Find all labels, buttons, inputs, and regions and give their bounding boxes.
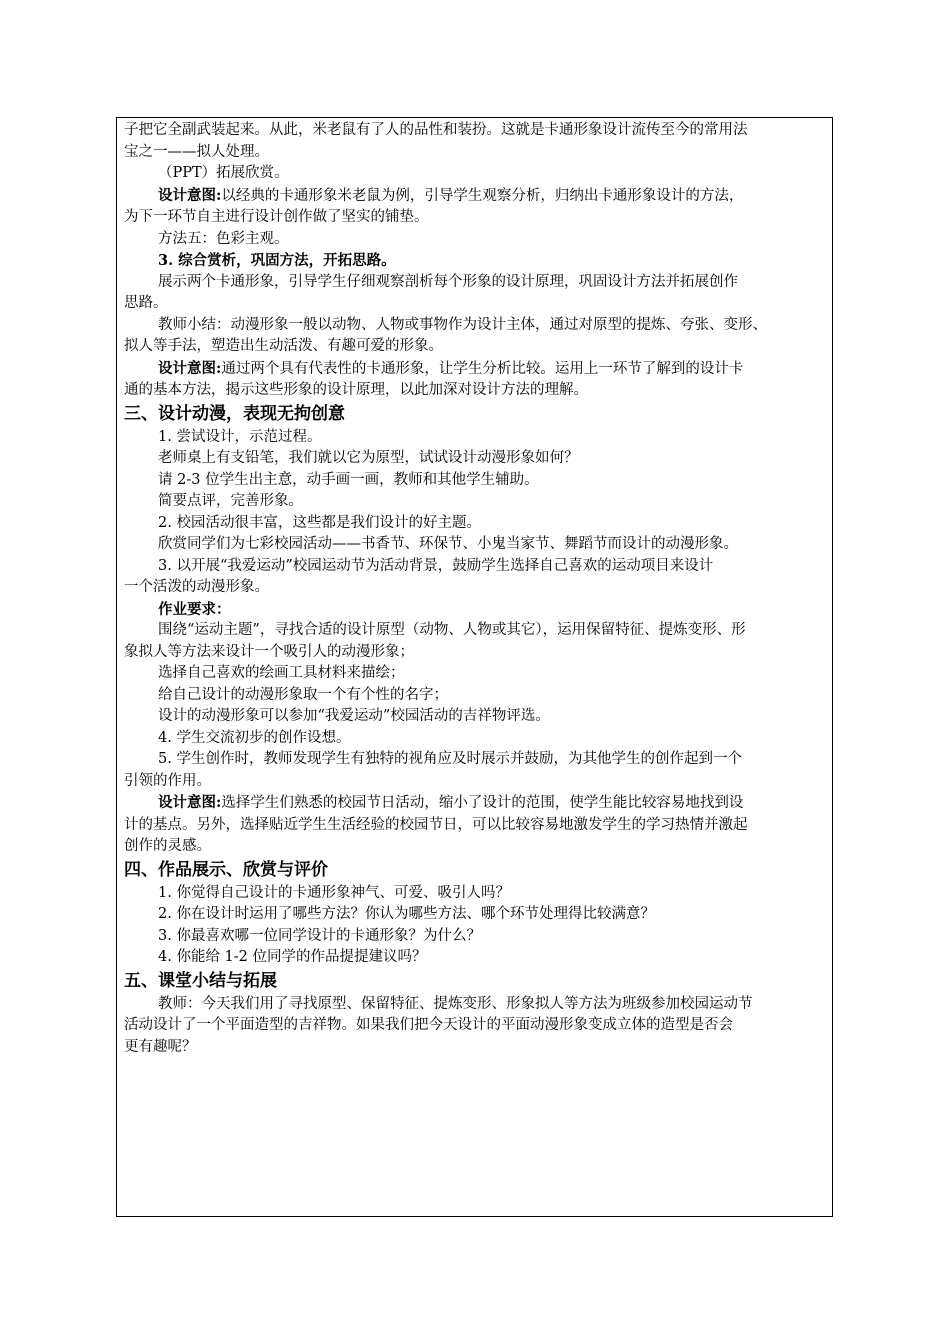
- design-intent-line: [124, 185, 826, 208]
- text-line: 欣赏同学们为七彩校园活动——书香节、环保节、小鬼当家节、舞蹈节而设计的动漫形象。: [158, 536, 738, 552]
- text-line: 老师桌上有支铅笔，我们就以它为原型，试试设计动漫形象如何？: [158, 450, 579, 466]
- text-line: 教师小结：动漫形象一般以动物、人物或事物作为设计主体，通过对原型的提炼、夸张、变形、: [158, 316, 767, 333]
- text-line: 为下一环节自主进行设计创作做了坚实的铺垫。: [124, 209, 429, 225]
- text-line: 宝之一——拟人处理。: [124, 143, 269, 160]
- lesson-plan-content: [124, 120, 826, 1058]
- design-intent-line: [124, 792, 826, 815]
- text-line: 教师：今天我们用了寻找原型、保留特征、提炼变形、形象拟人等方法为班级参加校园运动节: [158, 995, 753, 1012]
- question-item: 2. 你在设计时运用了哪些方法？你认为哪些方法、哪个环节处理得比较满意？: [158, 906, 655, 922]
- text-line: 活动设计了一个平面造型的吉祥物。如果我们把今天设计的平面动漫形象变成立体的造型是否会: [124, 1017, 733, 1033]
- text-line: 拟人等手法，塑造出生动活泼、有趣可爱的形象。: [124, 338, 443, 354]
- design-intent-label: 设计意图:: [158, 359, 222, 377]
- text-line: 围绕“运动主题”，寻找合适的设计原型（动物、人物或其它），运用保留特征、提炼变形、形: [158, 622, 746, 638]
- text-line: 5. 学生创作时，教师发现学生有独特的视角应及时展示并鼓励，为其他学生的创作起到一个: [158, 751, 742, 767]
- text-line: 选择自己喜欢的绘画工具材料来描绘；: [158, 665, 405, 681]
- text-line: 象拟人等方法来设计一个吸引人的动漫形象；: [124, 643, 414, 660]
- subsection-title: 3. 综合赏析，巩固方法，开拓思路。: [158, 252, 396, 269]
- text-line: 通的基本方法，揭示这些形象的设计原理，以此加深对设计方法的理解。: [124, 382, 588, 398]
- text-line: 思路。: [124, 295, 168, 311]
- design-intent-text: 选择学生们熟悉的校园节日活动，缩小了设计的范围，使学生能比较容易地找到设: [221, 795, 744, 811]
- design-intent-label: 设计意图:: [158, 794, 222, 811]
- design-intent-text: 以经典的卡通形象米老鼠为例，引导学生观察分析，归纳出卡通形象设计的方法，: [221, 187, 744, 204]
- question-item: 4. 你能给 1-2 位同学的作品提提建议吗？: [158, 949, 427, 965]
- text-line: 一个活泼的动漫形象。: [124, 579, 269, 595]
- text-line: 更有趣呢？: [124, 1038, 197, 1055]
- text-line: 请 2-3 位学生出主意，动手画一画，教师和其他学生辅助。: [158, 471, 539, 488]
- design-intent-text: 通过两个具有代表性的卡通形象，让学生分析比较。运用上一环节了解到的设计卡: [221, 360, 744, 377]
- text-line: 1. 尝试设计，示范过程。: [158, 428, 322, 445]
- section-heading-4: 四、作品展示、欣赏与评价: [124, 859, 328, 880]
- text-line: 简要点评，完善形象。: [158, 493, 303, 509]
- text-line: （PPT）拓展欣赏。: [158, 165, 289, 181]
- text-line: 引领的作用。: [124, 772, 211, 789]
- text-line: 方法五：色彩主观。: [158, 230, 289, 247]
- text-line: 设计的动漫形象可以参加“我爱运动”校园活动的吉祥物评选。: [158, 708, 550, 724]
- section-heading-3: 三、设计动漫，表现无拘创意: [124, 403, 345, 424]
- homework-title: 作业要求：: [158, 600, 231, 618]
- text-line: 子把它全副武装起来。从此，米老鼠有了人的品性和装扮。这就是卡通形象设计流传至今的常用法: [124, 122, 748, 138]
- design-intent-label: 设计意图:: [158, 186, 222, 204]
- text-line: 给自己设计的动漫形象取一个有个性的名字；: [158, 686, 448, 703]
- design-intent-line: [124, 358, 826, 381]
- question-item: 1. 你觉得自己设计的卡通形象神气、可爱、吸引人吗？: [158, 884, 510, 901]
- section-heading-5: 五、课堂小结与拓展: [124, 970, 277, 991]
- text-line: 3. 以开展“我爱运动”校园运动节为活动背景，鼓励学生选择自己喜欢的运动项目来设计: [158, 557, 714, 574]
- text-line: 创作的灵感。: [124, 838, 211, 854]
- text-line: 展示两个卡通形象，引导学生仔细观察剖析每个形象的设计原理，巩固设计方法并拓展创作: [158, 273, 738, 290]
- text-line: 计的基点。另外，选择贴近学生生活经验的校园节日，可以比较容易地激发学生的学习热情并激起: [124, 816, 748, 833]
- text-line: 4. 学生交流初步的创作设想。: [158, 729, 351, 746]
- text-line: 2. 校园活动很丰富，这些都是我们设计的好主题。: [158, 514, 481, 531]
- question-item: 3. 你最喜欢哪一位同学设计的卡通形象？为什么？: [158, 927, 481, 944]
